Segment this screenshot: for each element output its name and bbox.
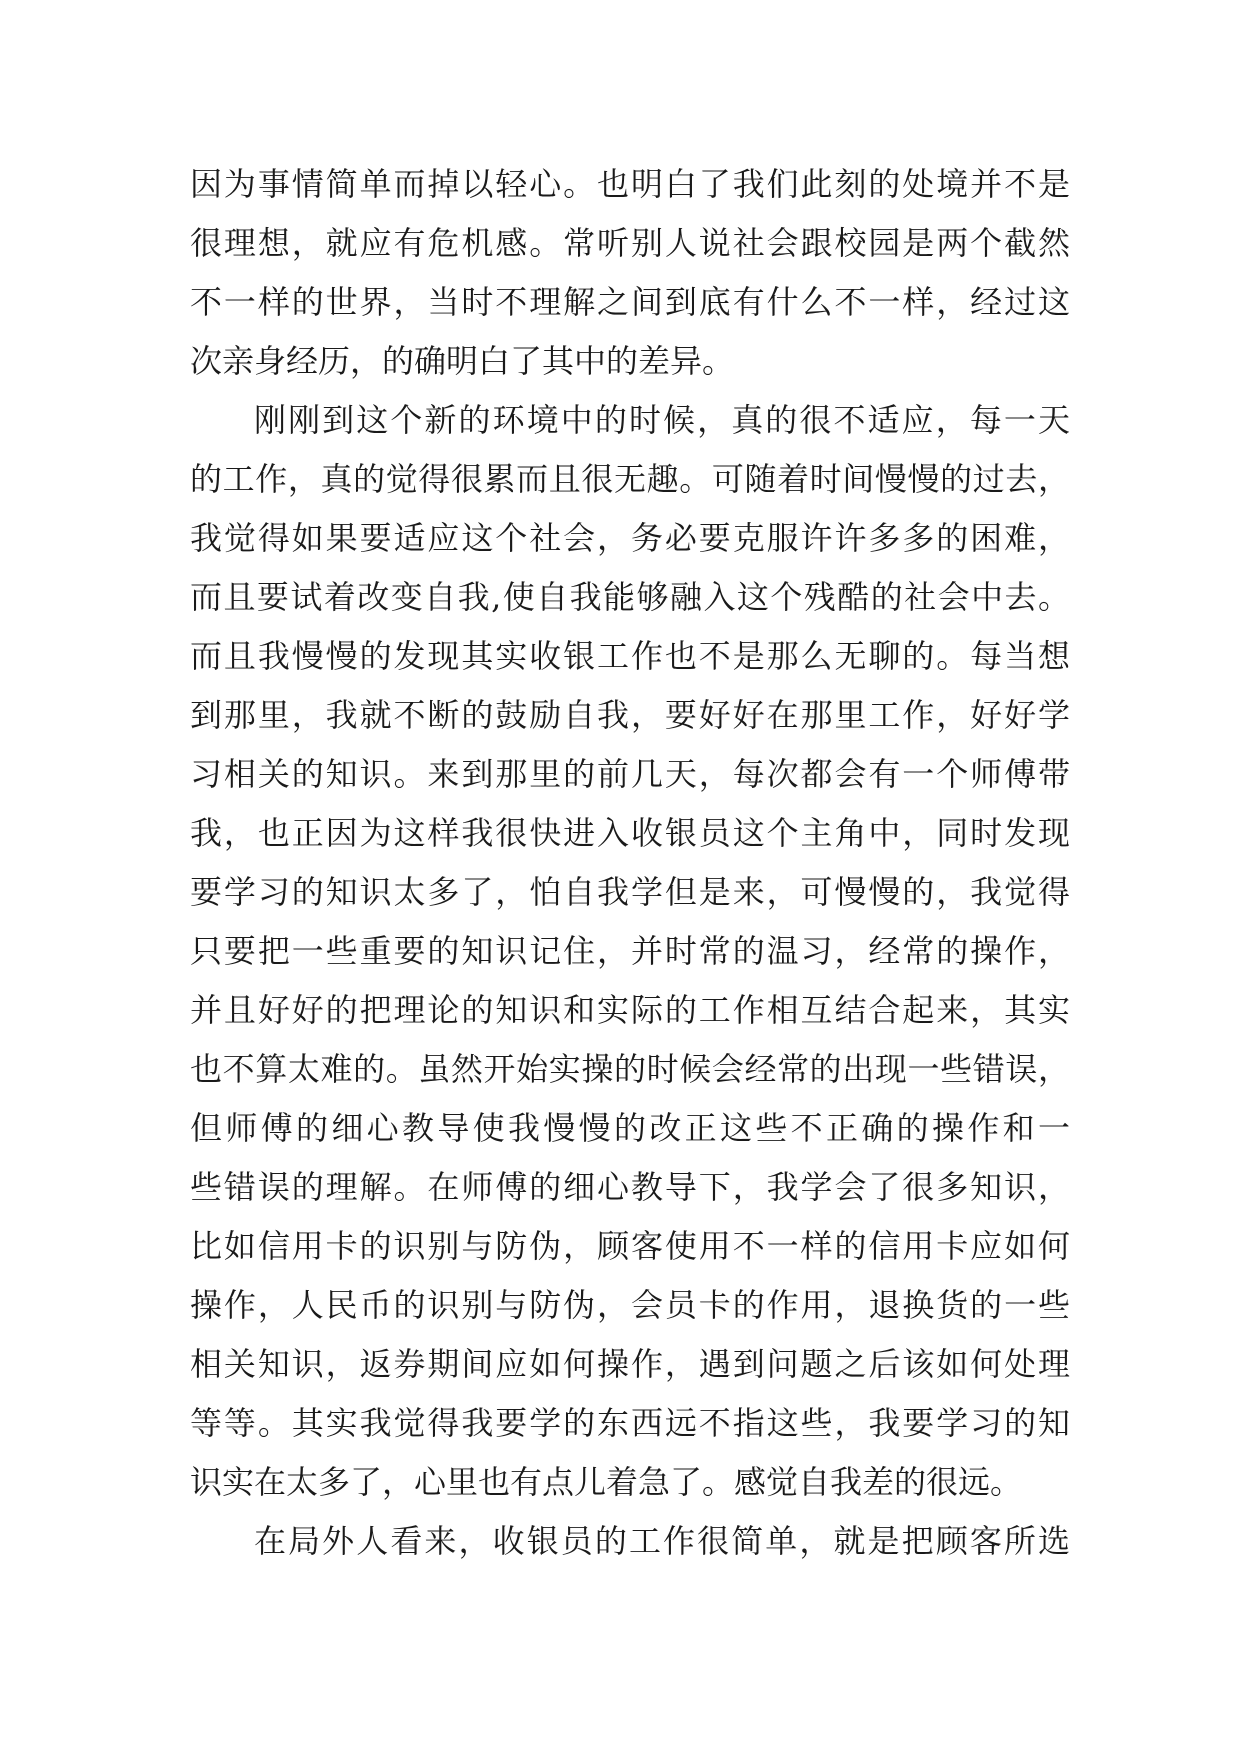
text-line: 因为事情简单而掉以轻心。也明白了我们此刻的处境并不是 [190, 165, 1070, 203]
text-line: 只要把一些重要的知识记住，并时常的温习，经常的操作， [190, 932, 1070, 970]
text-line: 而且我慢慢的发现其实收银工作也不是那么无聊的。每当想 [190, 637, 1070, 675]
text-line: 些错误的理解。在师傅的细心教导下，我学会了很多知识， [190, 1168, 1070, 1206]
text-line: 并且好好的把理论的知识和实际的工作相互结合起来，其实 [190, 991, 1070, 1029]
text-line: 等等。其实我觉得我要学的东西远不指这些，我要学习的知 [190, 1404, 1070, 1442]
paragraph-2 [190, 391, 1070, 1512]
text-line: 次亲身经历，的确明白了其中的差异。 [190, 342, 735, 380]
paragraph-1 [190, 155, 1070, 391]
text-line: 我觉得如果要适应这个社会，务必要克服许许多多的困难， [190, 519, 1070, 557]
text-line: 要学习的知识太多了，怕自我学但是来，可慢慢的，我觉得 [190, 873, 1070, 911]
body-text [190, 155, 1070, 1571]
text-line: 识实在太多了，心里也有点儿着急了。感觉自我差的很远。 [190, 1463, 1023, 1501]
text-line: 到那里，我就不断的鼓励自我，要好好在那里工作，好好学 [190, 696, 1070, 734]
text-line: 操作，人民币的识别与防伪，会员卡的作用，退换货的一些 [190, 1286, 1070, 1324]
text-line: 我，也正因为这样我很快进入收银员这个主角中，同时发现 [190, 814, 1070, 852]
text-line: 相关知识，返券期间应如何操作，遇到问题之后该如何处理 [190, 1345, 1070, 1383]
text-line: 习相关的知识。来到那里的前几天，每次都会有一个师傅带 [190, 755, 1070, 793]
text-line: 比如信用卡的识别与防伪，顾客使用不一样的信用卡应如何 [190, 1227, 1070, 1265]
text-line: 不一样的世界，当时不理解之间到底有什么不一样，经过这 [190, 283, 1070, 321]
text-line: 很理想，就应有危机感。常听别人说社会跟校园是两个截然 [190, 224, 1070, 262]
paragraph-3 [190, 1512, 1070, 1571]
text-line: 也不算太难的。虽然开始实操的时候会经常的出现一些错误， [190, 1050, 1070, 1088]
text-line: 在局外人看来，收银员的工作很简单，就是把顾客所选 [254, 1522, 1070, 1560]
text-line: 刚刚到这个新的环境中的时候，真的很不适应，每一天 [254, 401, 1070, 439]
text-line: 的工作，真的觉得很累而且很无趣。可随着时间慢慢的过去， [190, 460, 1070, 498]
text-line: 而且要试着改变自我,使自我能够融入这个残酷的社会中去。 [190, 578, 1070, 616]
text-line: 但师傅的细心教导使我慢慢的改正这些不正确的操作和一 [190, 1109, 1070, 1147]
